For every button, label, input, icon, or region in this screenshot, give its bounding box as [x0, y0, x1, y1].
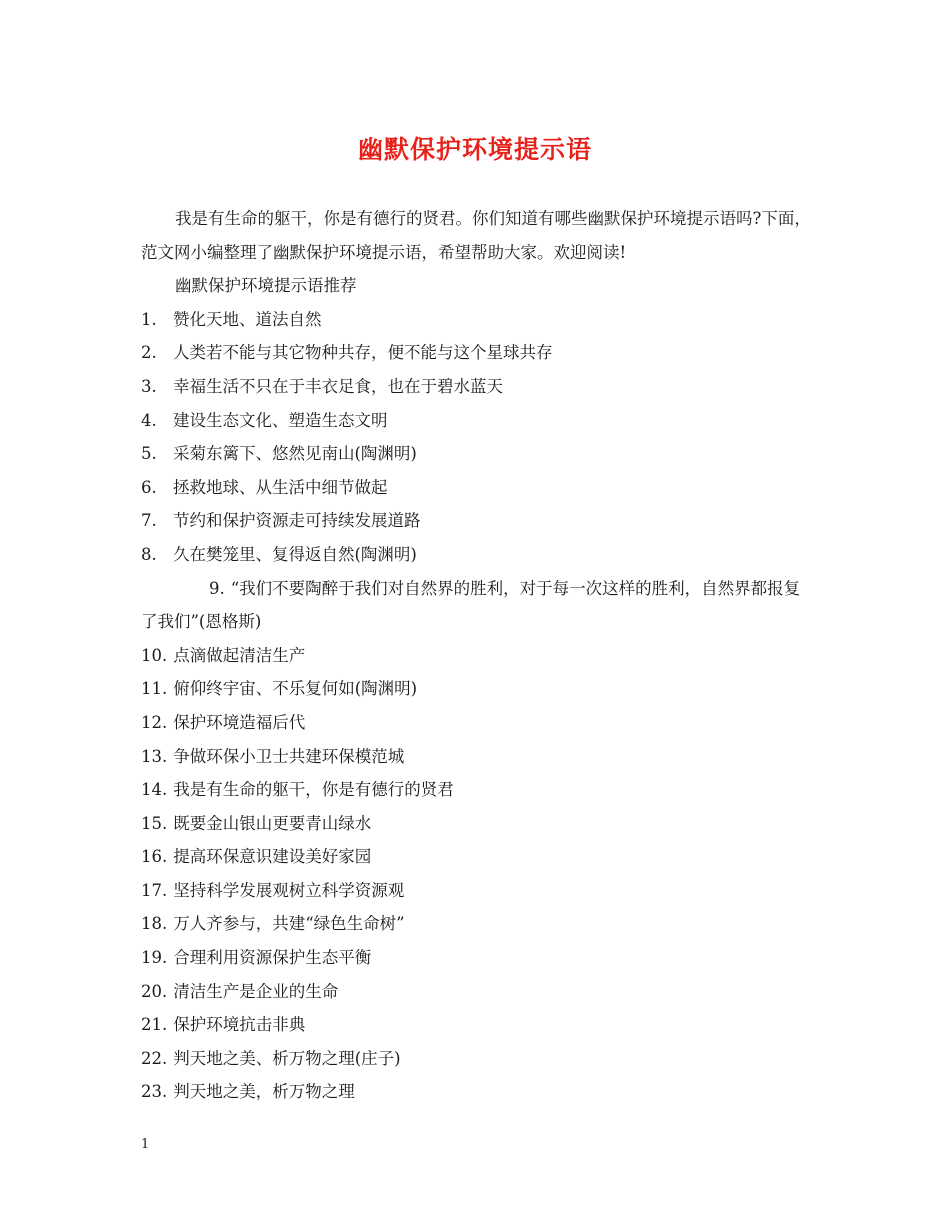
list-item-number: 8. [141, 544, 157, 564]
list-item-number: 23. [141, 1082, 168, 1102]
list-item-text: 久在樊笼里、复得返自然(陶渊明) [173, 544, 417, 564]
list-item-text: 赞化天地、道法自然 [173, 309, 322, 329]
list-item-number: 10. [141, 645, 168, 665]
list-item-number: 17. [141, 880, 168, 900]
list-item [141, 572, 813, 639]
list-item [141, 941, 813, 975]
list-item-number: 12. [141, 712, 168, 732]
page-number: 1 [141, 1137, 150, 1152]
list-item-text: 我是有生命的躯干，你是有德行的贤君 [173, 780, 454, 800]
list-item-number: 4. [141, 410, 157, 430]
list-item-text: 建设生态文化、塑造生态文明 [173, 410, 388, 430]
list-item-text: 争做环保小卫士共建环保模范城 [173, 746, 405, 766]
list-item [141, 740, 813, 774]
list-item-number: 6. [141, 477, 157, 497]
list-item [141, 370, 813, 404]
list-item-number: 22. [141, 1048, 168, 1068]
list-item-number: 2. [141, 343, 157, 363]
list-item-number: 7. [141, 511, 157, 531]
list-item-number: 1. [141, 309, 157, 329]
list-item-number: 18. [141, 914, 168, 934]
list-item [141, 471, 813, 505]
list-item [141, 1008, 813, 1042]
list-item-number: 19. [141, 948, 168, 968]
list-item-text: 采菊东篱下、悠然见南山(陶渊明) [173, 444, 417, 464]
list-item [141, 336, 813, 370]
list-item-text: 人类若不能与其它物种共存，便不能与这个星球共存 [173, 343, 553, 363]
list-item-number: 16. [141, 847, 168, 867]
list-item [141, 907, 813, 941]
list-item-number: 21. [141, 1015, 168, 1035]
list-item-number: 14. [141, 780, 168, 800]
list-item-text: 保护环境造福后代 [173, 712, 306, 732]
list-item-number: 9. [209, 578, 225, 598]
list-item-text: 幸福生活不只在于丰衣足食，也在于碧水蓝天 [173, 376, 503, 396]
list-item-text: 清洁生产是企业的生命 [173, 981, 339, 1001]
list-item [141, 639, 813, 673]
list-item-text: 俯仰终宇宙、不乐复何如(陶渊明) [173, 679, 418, 699]
list-item-text: “我们不要陶醉于我们对自然界的胜利，对于每一次这样的胜利，自然界都报复了我们”(恩格斯) [141, 578, 801, 632]
list-item [141, 538, 813, 572]
list-item [141, 874, 813, 908]
list-item-text: 万人齐参与，共建“绿色生命树” [173, 914, 405, 934]
list-item [141, 1075, 813, 1109]
list-item [141, 404, 813, 438]
page-title: 幽默保护环境提示语 [357, 135, 592, 164]
section-heading: 幽默保护环境提示语推荐 [175, 276, 357, 296]
list-item-number: 20. [141, 981, 168, 1001]
list-item-number: 11. [141, 679, 168, 699]
list-item-number: 13. [141, 746, 168, 766]
list-item [141, 773, 813, 807]
list-item-text: 既要金山银山更要青山绿水 [173, 813, 372, 833]
list-item [141, 672, 813, 706]
list-item [141, 975, 813, 1009]
list-item-number: 5. [141, 444, 157, 464]
list-item [141, 1042, 813, 1076]
list-item [141, 437, 813, 471]
list-item-text: 合理利用资源保护生态平衡 [173, 948, 372, 968]
list-item-text: 判天地之美、析万物之理(庄子) [173, 1048, 401, 1068]
list-item-text: 节约和保护资源走可持续发展道路 [173, 511, 421, 531]
list-item-text: 点滴做起清洁生产 [173, 645, 306, 665]
list-item-number: 3. [141, 376, 157, 396]
list-item-text: 坚持科学发展观树立科学资源观 [173, 880, 405, 900]
list-item-text: 保护环境抗击非典 [173, 1015, 306, 1035]
list-item-text: 判天地之美，析万物之理 [173, 1082, 355, 1102]
list-item [141, 303, 813, 337]
document-body [141, 202, 813, 1109]
list-item [141, 504, 813, 538]
list-item-text: 拯救地球、从生活中细节做起 [173, 477, 388, 497]
intro-paragraph: 我是有生命的躯干，你是有德行的贤君。你们知道有哪些幽默保护环境提示语吗?下面，范文网小编整理了幽默保护环境提示语，希望帮助大家。欢迎阅读! [141, 209, 811, 262]
list-item-text: 提高环保意识建设美好家园 [173, 847, 372, 867]
list-item [141, 840, 813, 874]
list-item [141, 706, 813, 740]
list-item [141, 807, 813, 841]
list-item-number: 15. [141, 813, 168, 833]
